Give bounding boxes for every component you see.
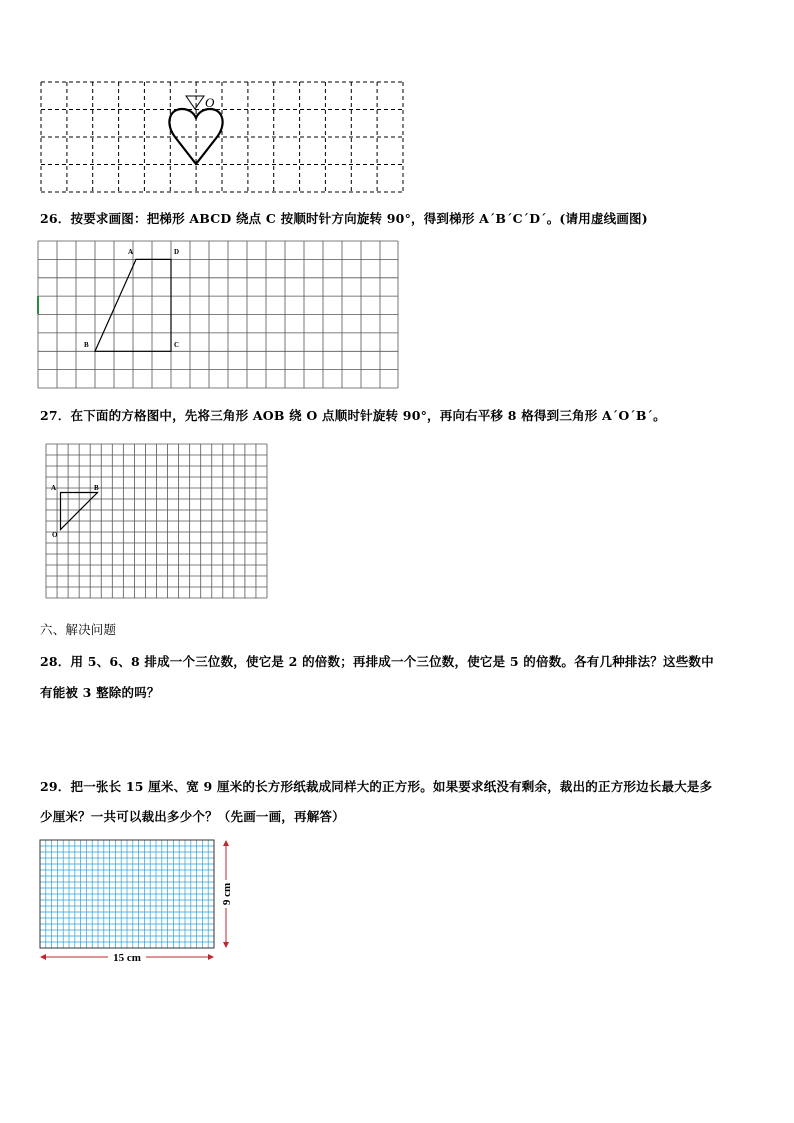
trapezoid-grid — [38, 241, 398, 388]
label-a: A — [51, 484, 57, 492]
pointer-triangle — [186, 96, 204, 109]
label-b: B — [84, 341, 89, 349]
point-o-label: O — [205, 95, 215, 110]
triangle-grid — [46, 444, 267, 598]
label-a: A — [128, 248, 134, 256]
width-label: 15 cm — [113, 952, 141, 964]
question-28-line2: 有能被 3 整除的吗？ — [40, 685, 160, 700]
question-26: 26．按要求画图：把梯形 ABCD 绕点 C 按顺时针方向旋转 90°，得到梯形 A´B´C´D´。(请用虚线画图) — [40, 211, 648, 226]
question-28-line1: 28．用 5、6、8 排成一个三位数，使它是 2 的倍数；再排成一个三位数，使它是 5 的倍数。各有几种排法？这些数中 — [40, 654, 714, 669]
label-b: B — [94, 484, 99, 492]
question-29-line2: 少厘米？一共可以裁出多少个？（先画一画，再解答） — [40, 809, 345, 824]
label-d: D — [174, 248, 180, 256]
label-c: C — [174, 341, 180, 349]
height-label: 9 cm — [221, 882, 233, 906]
label-o: O — [52, 531, 58, 539]
section-6-heading: 六、解决问题 — [40, 622, 117, 637]
paper-grid — [37, 836, 242, 968]
question-29-line1: 29．把一张长 15 厘米、宽 9 厘米的长方形纸裁成同样大的正方形。如果要求纸没有剩余，裁出的正方形边长最大是多 — [40, 779, 713, 794]
heart-dashed-grid — [41, 82, 403, 192]
question-27: 27．在下面的方格图中，先将三角形 AOB 绕 O 点顺时针旋转 90°，再向右平移 8 格得到三角形 A´O´B´。 — [40, 408, 666, 423]
